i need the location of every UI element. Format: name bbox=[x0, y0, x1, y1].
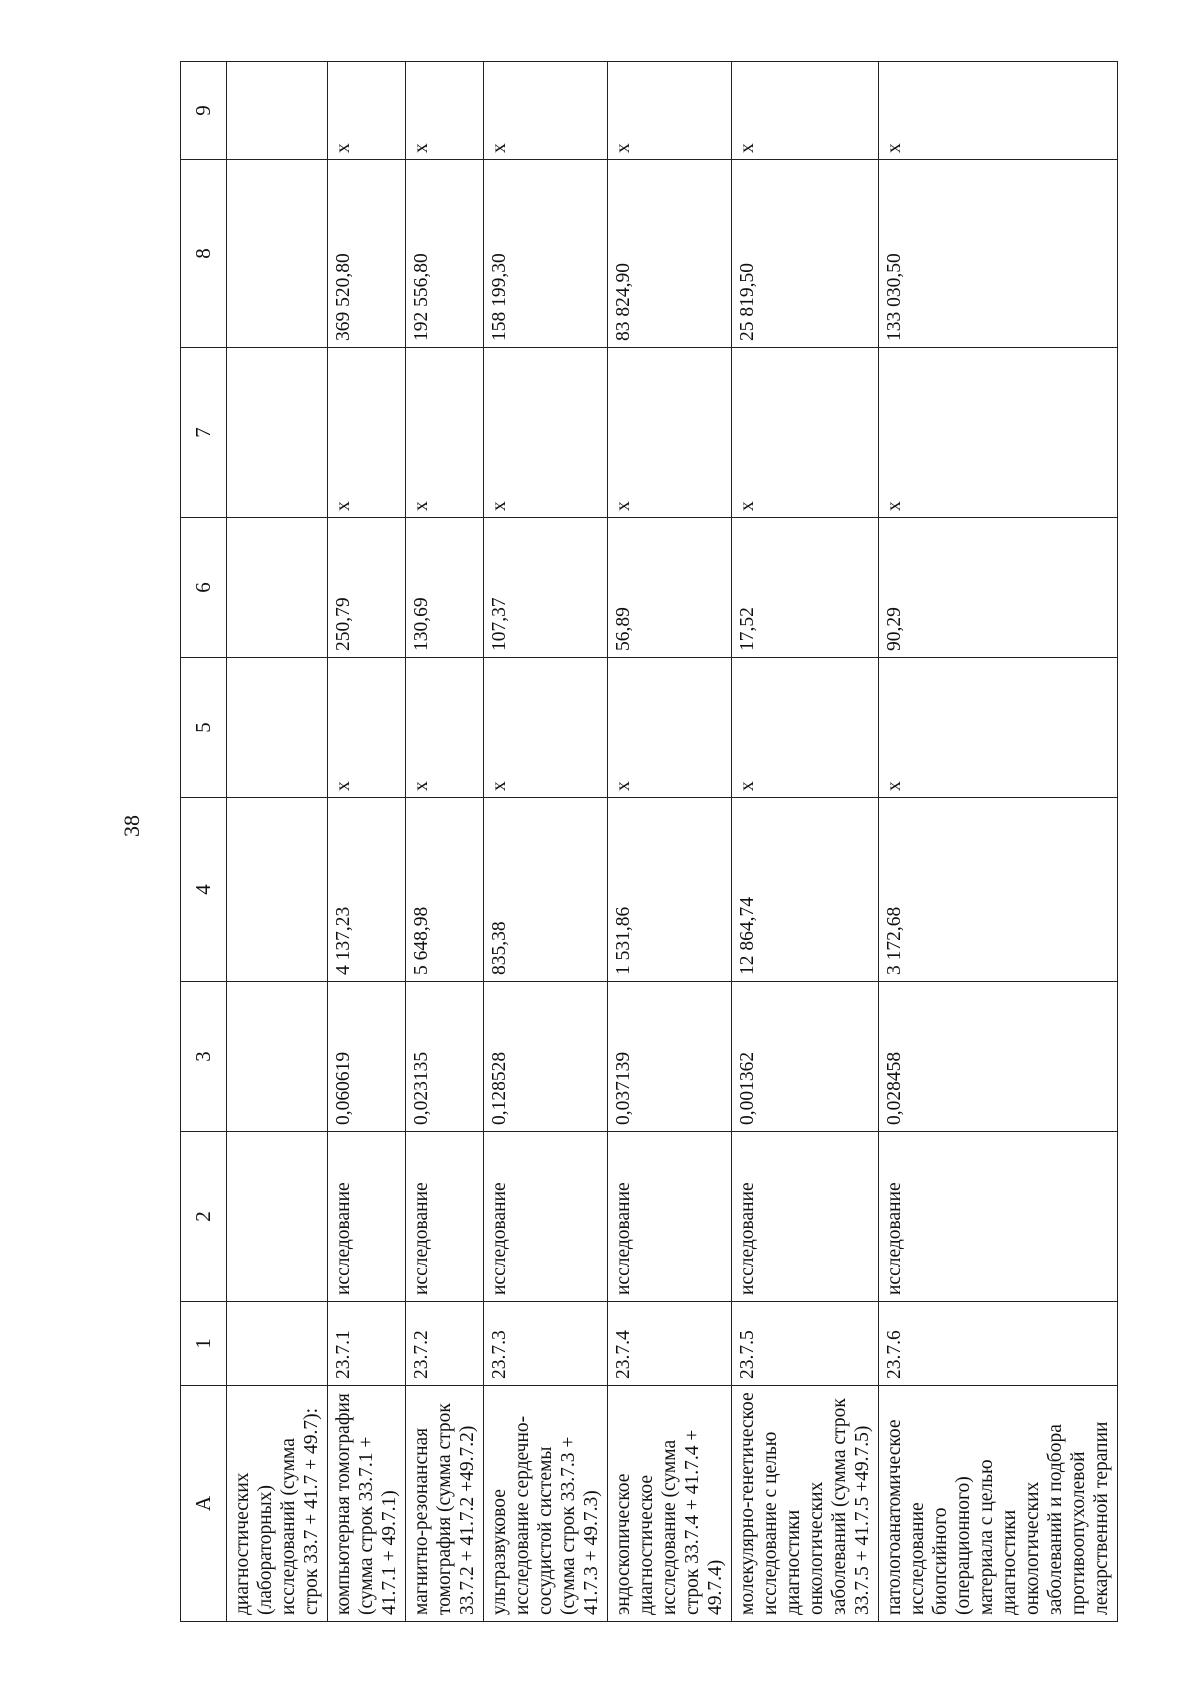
row-name-cell: компьютерная томография (сумма строк 33.7.1 + 41.7.1 + 49.7.1) bbox=[328, 1386, 406, 1622]
row-col8-cell: 158 199,30 bbox=[484, 160, 608, 348]
row-col9-cell bbox=[227, 62, 328, 160]
row-unit-cell: исследование bbox=[328, 1132, 406, 1302]
row-col5-cell bbox=[227, 658, 328, 798]
row-col5-cell: х bbox=[328, 658, 406, 798]
row-col6-cell bbox=[227, 518, 328, 658]
row-name-cell: ультразвуковое исследование сердечно-сосудистой системы (сумма строк 33.7.3 + 41.7.3 + 49.7.3) bbox=[484, 1386, 608, 1622]
row-unit-cell: исследование bbox=[406, 1132, 484, 1302]
page-number: 38 bbox=[119, 815, 144, 837]
row-col7-cell: х bbox=[879, 348, 1118, 518]
row-col5-cell: х bbox=[484, 658, 608, 798]
row-col9-cell: х bbox=[328, 62, 406, 160]
row-name-cell: молекулярно-генетическое исследование с целью диагностики онкологических заболеваний (сумма строк 33.7.5 + 41.7.5 +49.7.5) bbox=[732, 1386, 879, 1622]
row-col9-cell: х bbox=[608, 62, 732, 160]
table-row bbox=[406, 62, 484, 1622]
row-col3-cell: 0,001362 bbox=[732, 982, 879, 1132]
row-col6-cell: 17,52 bbox=[732, 518, 879, 658]
row-col4-cell: 835,38 bbox=[484, 798, 608, 982]
row-code-cell: 23.7.1 bbox=[328, 1302, 406, 1386]
row-col9-cell: х bbox=[732, 62, 879, 160]
row-col7-cell: х bbox=[406, 348, 484, 518]
row-col6-cell: 107,37 bbox=[484, 518, 608, 658]
column-header-a: А bbox=[181, 1386, 227, 1622]
row-name-cell: магнитно-резонансная томография (сумма строк 33.7.2 + 41.7.2 +49.7.2) bbox=[406, 1386, 484, 1622]
row-unit-cell: исследование bbox=[732, 1132, 879, 1302]
row-col8-cell: 192 556,80 bbox=[406, 160, 484, 348]
column-header-2: 2 bbox=[181, 1132, 227, 1302]
row-col7-cell bbox=[227, 348, 328, 518]
row-code-cell: 23.7.5 bbox=[732, 1302, 879, 1386]
row-name-cell: патологоанатомическое исследование биопсийного (операционного) материала с целью диагностики онкологических заболеваний и подбора противоопухолевой лекарственной терапии bbox=[879, 1386, 1118, 1622]
row-unit-cell: исследование bbox=[484, 1132, 608, 1302]
row-col9-cell: х bbox=[406, 62, 484, 160]
row-col3-cell bbox=[227, 982, 328, 1132]
row-col8-cell: 133 030,50 bbox=[879, 160, 1118, 348]
row-col7-cell: х bbox=[484, 348, 608, 518]
column-header-9: 9 bbox=[181, 62, 227, 160]
column-header-5: 5 bbox=[181, 658, 227, 798]
row-col4-cell: 3 172,68 bbox=[879, 798, 1118, 982]
row-col3-cell: 0,023135 bbox=[406, 982, 484, 1132]
row-col8-cell bbox=[227, 160, 328, 348]
row-col5-cell: х bbox=[608, 658, 732, 798]
row-unit-cell: исследование bbox=[879, 1132, 1118, 1302]
row-col3-cell: 0,128528 bbox=[484, 982, 608, 1132]
table-row bbox=[608, 62, 732, 1622]
row-col7-cell: х bbox=[328, 348, 406, 518]
row-col5-cell: х bbox=[406, 658, 484, 798]
column-header-3: 3 bbox=[181, 982, 227, 1132]
row-col5-cell: х bbox=[732, 658, 879, 798]
table-row bbox=[879, 62, 1118, 1622]
row-col4-cell: 12 864,74 bbox=[732, 798, 879, 982]
row-col8-cell: 369 520,80 bbox=[328, 160, 406, 348]
column-header-8: 8 bbox=[181, 160, 227, 348]
row-col4-cell: 4 137,23 bbox=[328, 798, 406, 982]
table-header-row bbox=[181, 62, 227, 1622]
row-col8-cell: 83 824,90 bbox=[608, 160, 732, 348]
row-col9-cell: х bbox=[879, 62, 1118, 160]
row-col7-cell: х bbox=[732, 348, 879, 518]
row-code-cell: 23.7.6 bbox=[879, 1302, 1118, 1386]
row-col3-cell: 0,037139 bbox=[608, 982, 732, 1132]
row-col8-cell: 25 819,50 bbox=[732, 160, 879, 348]
row-col9-cell: х bbox=[484, 62, 608, 160]
row-col4-cell: 5 648,98 bbox=[406, 798, 484, 982]
column-header-1: 1 bbox=[181, 1302, 227, 1386]
row-name-cell: эндоскопическое диагностическое исследование (сумма строк 33.7.4 + 41.7.4 + 49.7.4) bbox=[608, 1386, 732, 1622]
row-code-cell: 23.7.2 bbox=[406, 1302, 484, 1386]
row-name-cell: диагностических (лабораторных) исследований (сумма строк 33.7 + 41.7 + 49.7): bbox=[227, 1386, 328, 1622]
data-table bbox=[180, 61, 1118, 1622]
row-col4-cell: 1 531,86 bbox=[608, 798, 732, 982]
row-col7-cell: х bbox=[608, 348, 732, 518]
row-col6-cell: 90,29 bbox=[879, 518, 1118, 658]
column-header-6: 6 bbox=[181, 518, 227, 658]
row-code-cell: 23.7.4 bbox=[608, 1302, 732, 1386]
table-row bbox=[484, 62, 608, 1622]
row-col6-cell: 56,89 bbox=[608, 518, 732, 658]
row-col6-cell: 250,79 bbox=[328, 518, 406, 658]
row-col3-cell: 0,060619 bbox=[328, 982, 406, 1132]
row-col6-cell: 130,69 bbox=[406, 518, 484, 658]
table-row bbox=[732, 62, 879, 1622]
column-header-4: 4 bbox=[181, 798, 227, 982]
column-header-7: 7 bbox=[181, 348, 227, 518]
row-code-cell bbox=[227, 1302, 328, 1386]
table-row bbox=[227, 62, 328, 1622]
row-code-cell: 23.7.3 bbox=[484, 1302, 608, 1386]
row-unit-cell: исследование bbox=[608, 1132, 732, 1302]
row-col5-cell: х bbox=[879, 658, 1118, 798]
rotated-table-wrapper bbox=[180, 62, 1112, 1622]
row-col4-cell bbox=[227, 798, 328, 982]
table-row bbox=[328, 62, 406, 1622]
row-col3-cell: 0,028458 bbox=[879, 982, 1118, 1132]
row-unit-cell bbox=[227, 1132, 328, 1302]
